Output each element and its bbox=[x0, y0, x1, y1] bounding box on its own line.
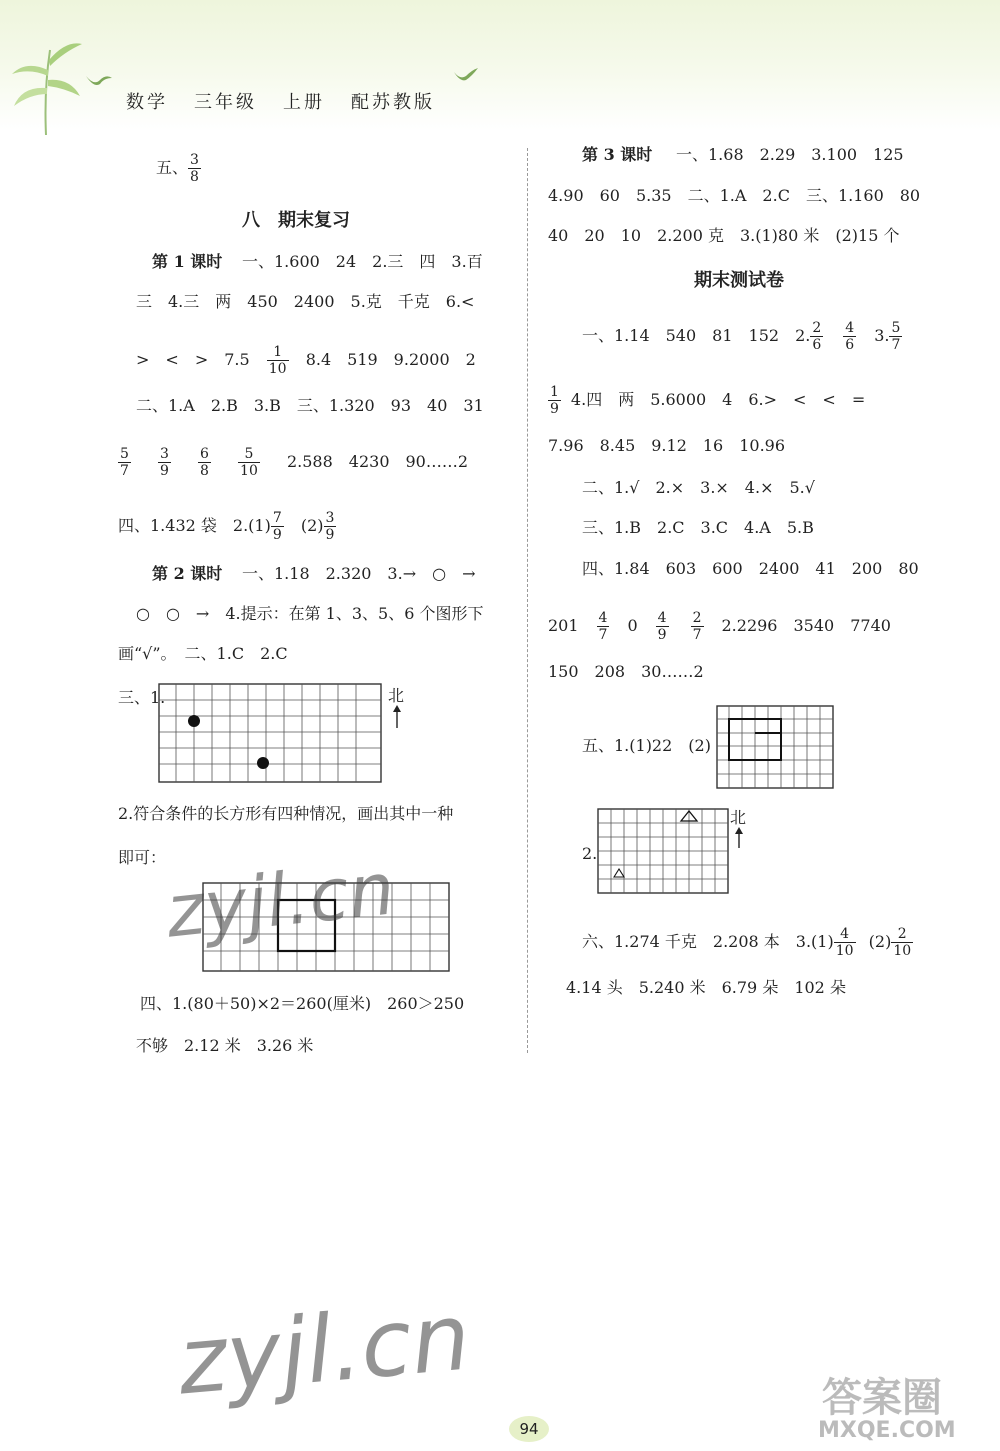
lesson-1-title: 第 1 课时 bbox=[152, 252, 223, 271]
answer-line: 201 $\frac{4}{7}$ 0 $\frac{4}{9}$ $\frac{2}{7}$ 2.2296 3540 7740 bbox=[548, 610, 891, 643]
answer-line: 四、1.84 603 600 2400 41 200 80 bbox=[582, 559, 919, 578]
answer-line: 五、1.(1)22 (2) bbox=[582, 736, 711, 755]
answer-line: 2.符合条件的长方形有四种情况，画出其中一种 bbox=[118, 804, 454, 823]
watermark-text: zyjl.cn bbox=[162, 846, 399, 954]
answer-line: 4.14 头 5.240 米 6.79 朵 102 朵 bbox=[566, 978, 846, 997]
answer-line: 一、1.600 24 2.三 四 3.百 bbox=[242, 252, 483, 271]
wu-prefix: 五、 bbox=[156, 158, 189, 177]
answer-line: 三、1. bbox=[118, 688, 166, 707]
watermark-url: MXQE.COM bbox=[818, 1418, 956, 1443]
answer-line: 三 4.三 两 450 2400 5.克 千克 6.< bbox=[136, 292, 475, 311]
answer-line: 一、1.18 2.320 3.→ ○ → bbox=[242, 564, 476, 583]
bird-icon bbox=[452, 66, 480, 82]
answer-line: ○ ○ → 4.提示：在第 1、3、5、6 个图形下 bbox=[136, 604, 484, 623]
answer-line: 即可： bbox=[118, 848, 167, 867]
answer-line: 40 20 10 2.200 克 3.(1)80 米 (2)15 个 bbox=[548, 226, 900, 245]
answer-line: 150 208 30……2 bbox=[548, 662, 704, 681]
answer-line: 二、1.A 2.B 3.B 三、1.320 93 40 31 bbox=[136, 396, 484, 415]
answer-line: 画“√”。 二、1.C 2.C bbox=[118, 644, 288, 663]
lesson-2-title: 第 2 课时 bbox=[152, 564, 223, 583]
answer-line: 7.96 8.45 9.12 16 10.96 bbox=[548, 436, 786, 455]
north-arrow-icon bbox=[733, 826, 745, 848]
answer-line: 三、1.B 2.C 3.C 4.A 5.B bbox=[582, 518, 814, 537]
north-arrow-icon bbox=[391, 704, 403, 728]
triangle-marker bbox=[614, 869, 624, 877]
wu-answer bbox=[156, 152, 201, 185]
page-number: 94 bbox=[505, 1414, 553, 1444]
edition-label: 配苏教版 bbox=[351, 92, 435, 113]
volume-label: 上册 bbox=[283, 92, 325, 113]
grid-diagram bbox=[597, 808, 729, 894]
answer-line: $\frac{5}{7}$ $\frac{3}{9}$ $\frac{6}{8}$ $\frac{5}{10}$ 2.588 4230 90……2 bbox=[120, 446, 469, 479]
answer-line: 不够 2.12 米 3.26 米 bbox=[136, 1036, 314, 1055]
answer-line: 2. bbox=[582, 844, 598, 863]
grid-diagram bbox=[158, 683, 382, 783]
answer-line: 4.90 60 5.35 二、1.A 2.C 三、1.160 80 bbox=[548, 186, 921, 205]
answer-line: 二、1.√ 2.× 3.× 4.× 5.√ bbox=[582, 478, 815, 497]
subject-label: 数学 bbox=[126, 92, 168, 113]
bird-icon bbox=[84, 72, 114, 88]
header-band bbox=[0, 0, 1000, 130]
dot-marker bbox=[188, 715, 200, 727]
north-label: 北 bbox=[730, 808, 747, 827]
answer-line: 一、1.68 2.29 3.100 125 bbox=[676, 145, 904, 164]
test-title: 期末测试卷 bbox=[694, 270, 784, 291]
fraction: $\frac{3}{8}$ bbox=[190, 152, 199, 185]
grade-label: 三年级 bbox=[194, 92, 257, 113]
answer-line: 一、1.14 540 81 152 2. $\frac{2}{6}$ $\frac{4}{6}$ 3. $\frac{5}{7}$ bbox=[582, 320, 901, 353]
answer-line: 六、1.274 千克 2.208 本 3.(1) $\frac{4}{10}$ (2) $\frac{2}{10}$ bbox=[582, 926, 912, 959]
north-label: 北 bbox=[388, 686, 405, 705]
answer-line: 四、1.432 袋 2.(1) $\frac{7}{9}$ (2) $\frac{3}{9}$ bbox=[118, 510, 335, 543]
palm-leaf-icon bbox=[6, 30, 86, 140]
lesson-3-title: 第 3 课时 bbox=[582, 145, 653, 164]
dot-marker bbox=[257, 757, 269, 769]
answer-line: $\frac{1}{9}$ 4.四 两 5.6000 4 6.> < < = bbox=[550, 384, 866, 417]
header-title bbox=[126, 88, 461, 114]
watermark-logo: 答案圈 bbox=[822, 1375, 942, 1421]
answer-line: 四、1.(80＋50)×2＝260(厘米) 260＞250 bbox=[140, 994, 465, 1013]
section-title: 八 期末复习 bbox=[242, 210, 350, 231]
column-divider bbox=[527, 148, 528, 1053]
answer-line: > < > 7.5 $\frac{1}{10}$ 8.4 519 9.2000 2 bbox=[136, 344, 476, 377]
watermark-text: zyjl.cn bbox=[173, 1283, 475, 1416]
grid-diagram bbox=[716, 705, 834, 789]
